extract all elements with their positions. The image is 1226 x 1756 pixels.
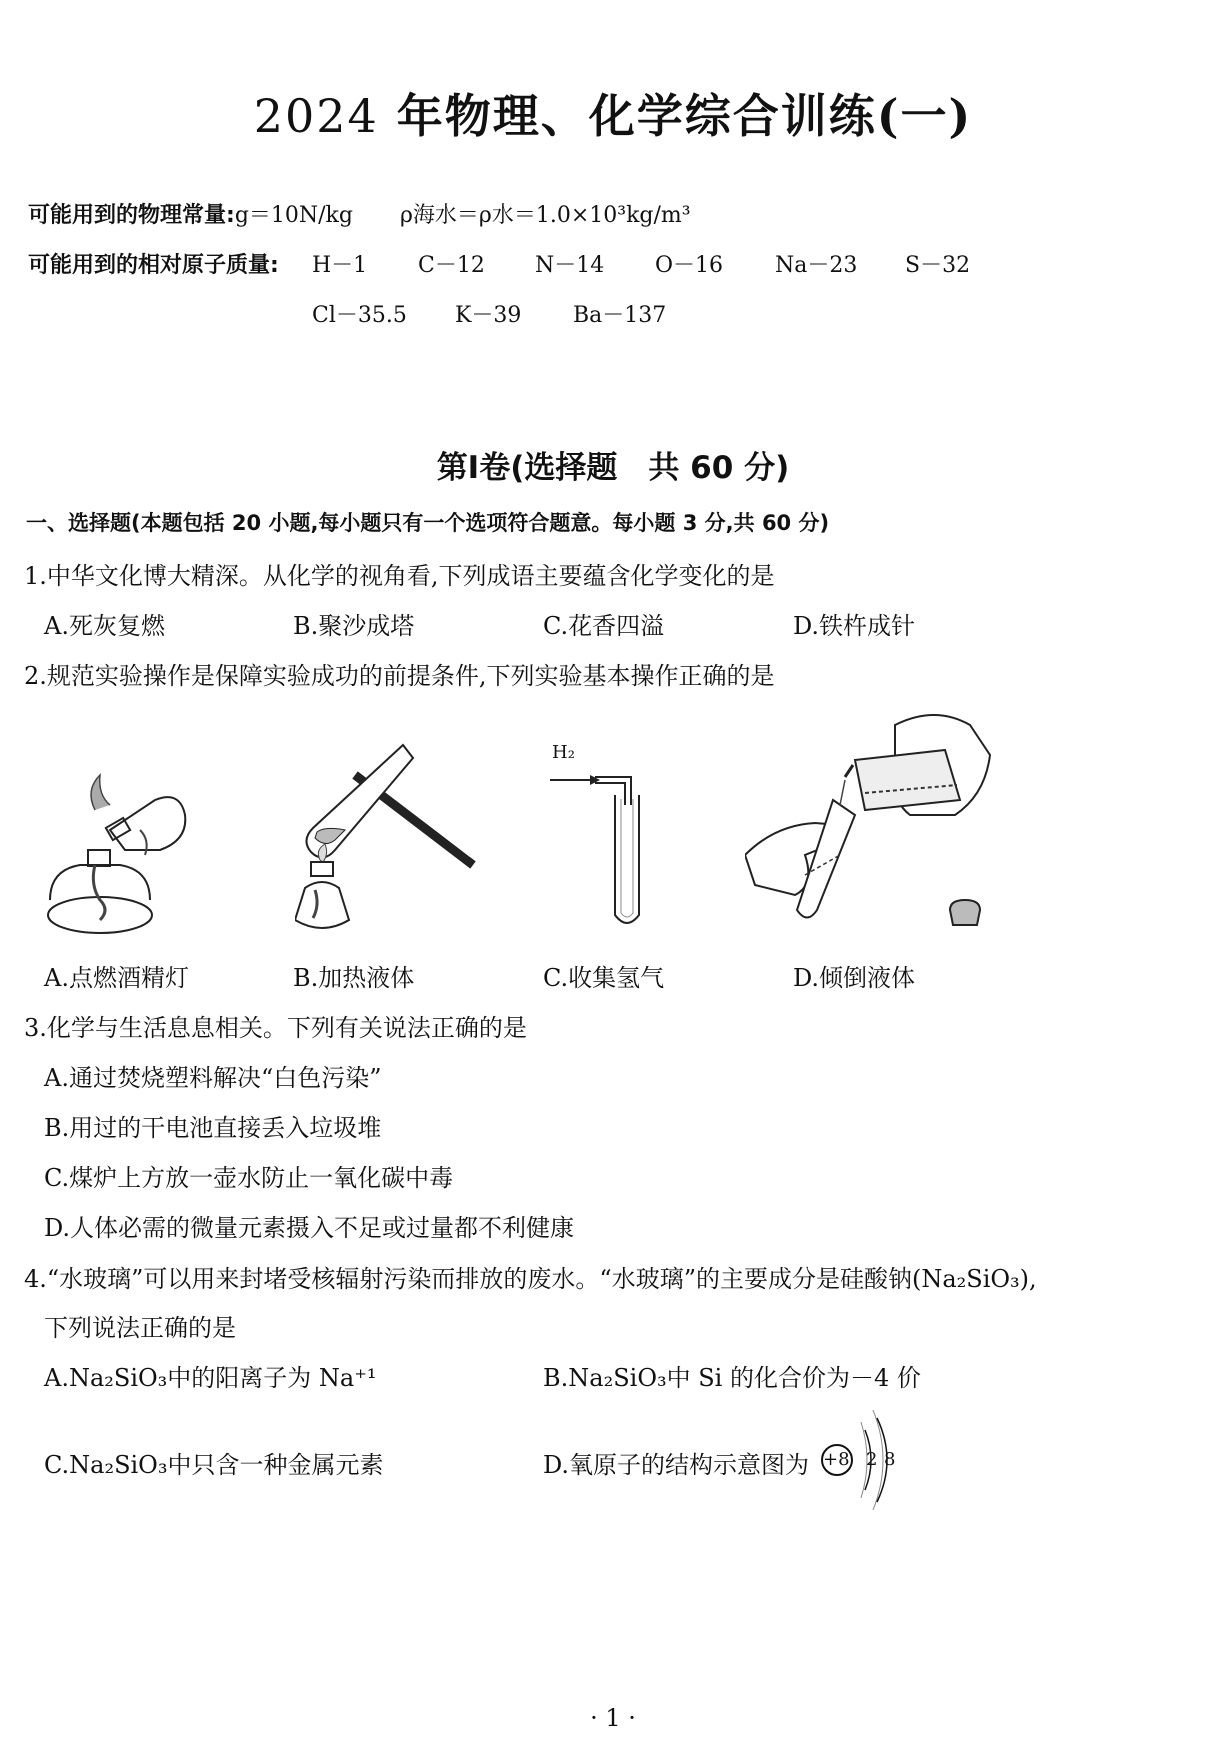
h2-label: H₂ [552, 742, 575, 763]
atomic-mass-h: H－1 [312, 253, 368, 278]
atom-nucleus-label: +8 [823, 1449, 850, 1470]
question-2-stem: 2.规范实验操作是保障实验成功的前提条件,下列实验基本操作正确的是 [24, 662, 775, 690]
page-number: · 1 · [590, 1704, 636, 1732]
atom-shell-1: 2 [866, 1449, 878, 1470]
question-3-stem: 3.化学与生活息息相关。下列有关说法正确的是 [24, 1014, 527, 1042]
heating-liquid-illustration [295, 740, 480, 940]
part-heading: 一、选择题(本题包括 20 小题,每小题只有一个选项符合题意。每小题 3 分,共 60 分) [26, 511, 830, 535]
atomic-mass-s: S－32 [905, 253, 971, 278]
q3-option-b[interactable]: B.用过的干电池直接丢入垃圾堆 [44, 1114, 382, 1142]
q2-option-b[interactable]: B.加热液体 [293, 964, 415, 992]
atomic-mass-k: K－39 [455, 303, 522, 328]
atomic-mass-ba: Ba－137 [573, 303, 667, 328]
q1-option-c[interactable]: C.花香四溢 [543, 612, 665, 640]
q1-option-b[interactable]: B.聚沙成塔 [293, 612, 415, 640]
question-1-stem: 1.中华文化博大精深。从化学的视角看,下列成语主要蕴含化学变化的是 [24, 562, 775, 590]
atomic-label: 可能用到的相对原子质量: [28, 253, 279, 278]
atom-shell-2: 8 [884, 1449, 896, 1470]
atomic-mass-n: N－14 [535, 253, 605, 278]
collecting-hydrogen-illustration [545, 765, 665, 935]
physics-constants [28, 198, 691, 229]
q4-option-c[interactable]: C.Na₂SiO₃中只含一种金属元素 [44, 1451, 384, 1479]
alcohol-lamp-lighting-illustration [40, 770, 200, 940]
physics-g: g＝10N/kg [234, 203, 353, 228]
pouring-liquid-illustration [745, 705, 995, 935]
q4-option-a[interactable]: A.Na₂SiO₃中的阳离子为 Na⁺¹ [44, 1364, 377, 1392]
q4-option-d[interactable]: D.氧原子的结构示意图为 [543, 1451, 810, 1479]
question-4-stem-line2: 下列说法正确的是 [44, 1314, 236, 1342]
atomic-mass-o: O－16 [655, 253, 724, 278]
q3-option-a[interactable]: A.通过焚烧塑料解决“白色污染” [44, 1064, 382, 1092]
q2-option-c[interactable]: C.收集氢气 [543, 964, 665, 992]
physics-label: 可能用到的物理常量: [28, 203, 235, 228]
q3-option-d[interactable]: D.人体必需的微量元素摄入不足或过量都不利健康 [44, 1214, 575, 1242]
q4-option-b[interactable]: B.Na₂SiO₃中 Si 的化合价为－4 价 [543, 1364, 921, 1392]
atomic-masses-row1 [28, 248, 279, 279]
page-title: 2024 年物理、化学综合训练(一) [253, 89, 973, 143]
q1-option-d[interactable]: D.铁杵成针 [793, 612, 916, 640]
section-title: 第Ⅰ卷(选择题 共 60 分) [436, 450, 790, 486]
q2-option-d[interactable]: D.倾倒液体 [793, 964, 916, 992]
atomic-mass-na: Na－23 [775, 253, 858, 278]
atomic-mass-c: C－12 [418, 253, 485, 278]
question-4-stem-line1: 4.“水玻璃”可以用来封堵受核辐射污染而排放的废水。“水玻璃”的主要成分是硅酸钠(Na₂SiO₃), [24, 1265, 1037, 1293]
q2-option-a[interactable]: A.点燃酒精灯 [44, 964, 189, 992]
atomic-mass-cl: Cl－35.5 [312, 303, 407, 328]
q1-option-a[interactable]: A.死灰复燃 [44, 612, 165, 640]
q3-option-c[interactable]: C.煤炉上方放一壶水防止一氧化碳中毒 [44, 1164, 454, 1192]
physics-rho: ρ海水＝ρ水＝1.0×10³kg/m³ [399, 203, 691, 228]
